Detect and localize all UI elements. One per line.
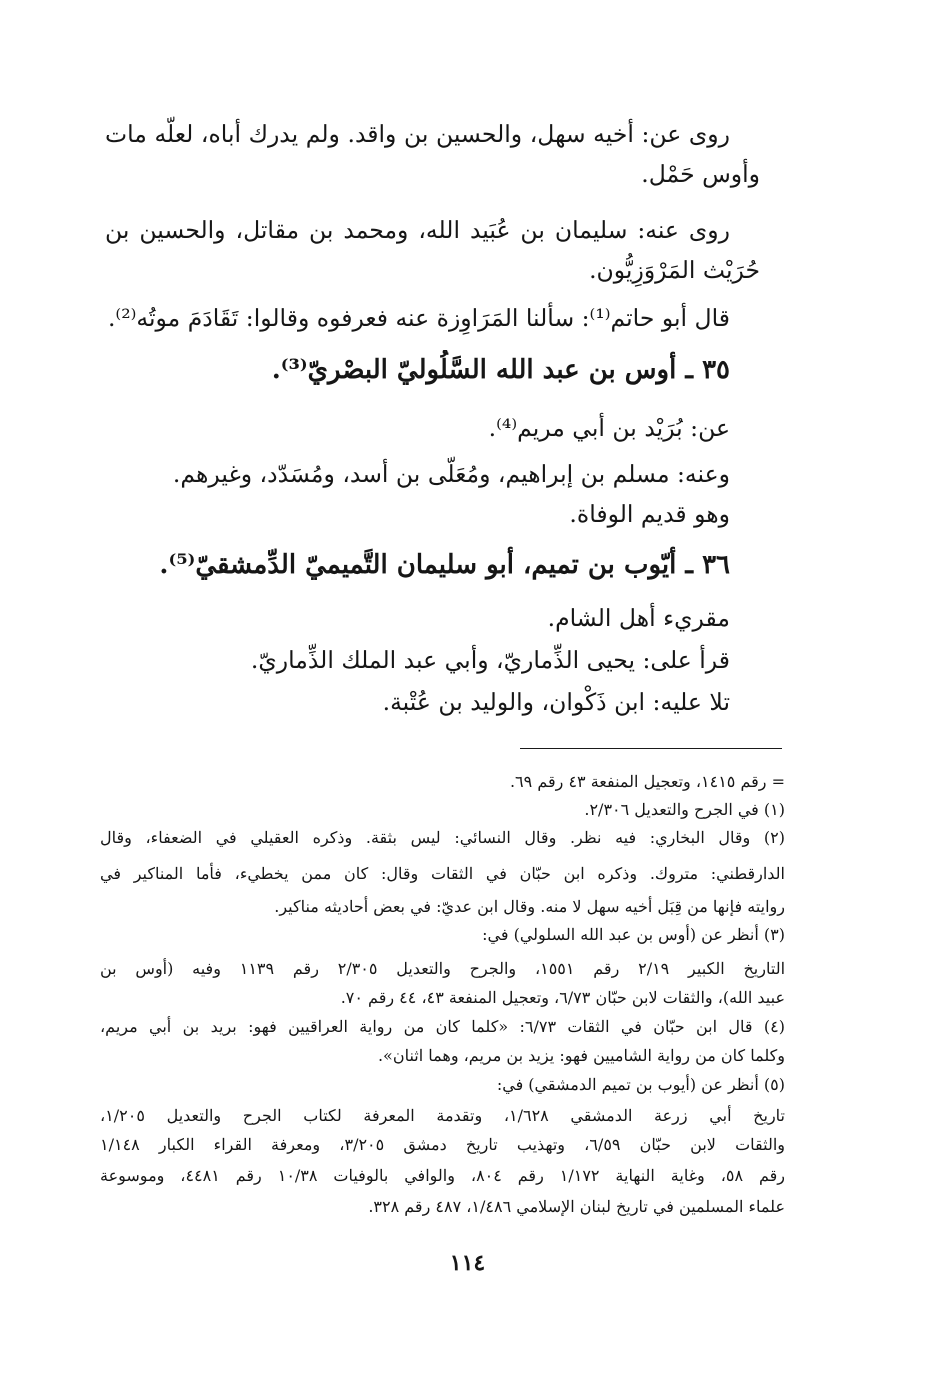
footnote-5-line: علماء المسلمين في تاريخ لبنان الإسلامي ١/٤٨٦، ٤٨٧ رقم ٣٢٨. — [368, 1197, 785, 1216]
abu-hatim-quote: قال أبو حاتم⁽¹⁾: سألنا المَرَاوِزة عنه فعرفوه وقالوا: تَقَادَمَ موتُه⁽²⁾. — [107, 304, 730, 332]
riwaya-anhu-line-2: حُرَيْث المَرْوَزِيُّون. — [589, 256, 760, 284]
footnote-5-line: تاريخ أبي زرعة الدمشقي ١/٦٢٨، وتقدمة المعرفة لكتاب الجرح والتعديل ١/٢٠٥، — [100, 1106, 785, 1125]
entry-36-line: قرأ على: يحيى الذِّماريّ، وأبي عبد الملك الذِّماريّ. — [250, 646, 730, 674]
main-text — [105, 0, 760, 740]
footnote-4-line: وكلما كان من رواية الشاميين فهو: يزيد بن مريم، وهما اثنان». — [377, 1046, 785, 1065]
footnote-5-line: (٥) أنظر عن (أيوب بن تميم الدمشقي) في: — [496, 1075, 785, 1094]
footnote-divider — [520, 748, 782, 749]
footnote-3-line: (٣) أنظر عن (أوس بن عبد الله السلولي) في: — [482, 925, 785, 944]
entry-35-heading: ٣٥ ـ أوس بن عبد الله السَّلُوليّ البصْريّ⁽³⁾. — [271, 355, 730, 385]
entry-35-line: عن: بُرَيْد بن أبي مريم⁽⁴⁾. — [488, 414, 730, 442]
footnote-2-line: روايته فإنها من قِبَل أخيه سهل لا منه. وقال ابن عديّ: في بعض أحاديثه مناكير. — [274, 897, 785, 916]
footnote-1: (١) في الجرح والتعديل ٢/٣٠٦. — [584, 800, 785, 819]
footnote-carry: = رقم ١٤١٥، وتعجيل المنفعة ٤٣ رقم ٦٩. — [509, 772, 785, 791]
entry-36-heading: ٣٦ ـ أيّوب بن تميم، أبو سليمان التَّميميّ الدِّمشقيّ⁽⁵⁾. — [159, 550, 730, 580]
page-number: ١١٤ — [449, 1250, 486, 1276]
entry-36-line: تلا عليه: ابن ذَكْوان، والوليد بن عُتْبة. — [382, 688, 730, 716]
riwaya-anhu-line-1: روى عنه: سليمان بن عُبَيد الله، ومحمد بن مقاتل، والحسين بن — [105, 216, 730, 244]
footnote-3-line: عبيد الله)، والثقات لابن حبّان ٦/٧٣، وتعجيل المنفعة ٤٣، ٤٤ رقم ٧٠. — [340, 988, 785, 1007]
footnote-4-line: (٤) قال ابن حبّان في الثقات ٦/٧٣: «كلما كان من رواية العراقيين فهو: بريد بن أبي مريم، — [100, 1017, 785, 1036]
footnote-2-line: (٢) وقال البخاري: فيه نظر. وقال النسائي: ليس بثقة. وذكره العقيلي في الضعفاء، وقال — [100, 828, 785, 847]
entry-36-line: مقريء أهل الشام. — [547, 604, 730, 632]
riwaya-an-line-2: وأوس حَمْل. — [641, 160, 760, 188]
footnote-2-line: الدارقطني: متروك. وذكره ابن حبّان في الثقات وقال: كان ممن يخطيء، فأما المناكير في — [100, 864, 785, 883]
footnote-5-line: والثقات لابن حبّان ٦/٥٩، وتهذيب تاريخ دمشق ٣/٢٠٥، ومعرفة القراء الكبار ١/١٤٨ — [100, 1135, 785, 1154]
footnote-3-line: التاريخ الكبير ٢/١٩ رقم ١٥٥١، والجرح والتعديل ٢/٣٠٥ رقم ١١٣٩ وفيه (أوس بن — [100, 959, 785, 978]
riwaya-an-line-1: روى عن: أخيه سهل، والحسين بن واقد. ولم يدرك أباه، لعلّه مات — [105, 120, 730, 148]
entry-35-line: وهو قديم الوفاة. — [569, 500, 730, 528]
entry-35-line: وعنه: مسلم بن إبراهيم، ومُعَلّى بن أسد، ومُسَدّد، وغيرهم. — [172, 460, 730, 488]
footnote-5-line: رقم ٥٨، وغاية النهاية ١/١٧٢ رقم ٨٠٤، والوافي بالوفيات ١٠/٣٨ رقم ٤٤٨١، وموسوعة — [100, 1166, 785, 1185]
